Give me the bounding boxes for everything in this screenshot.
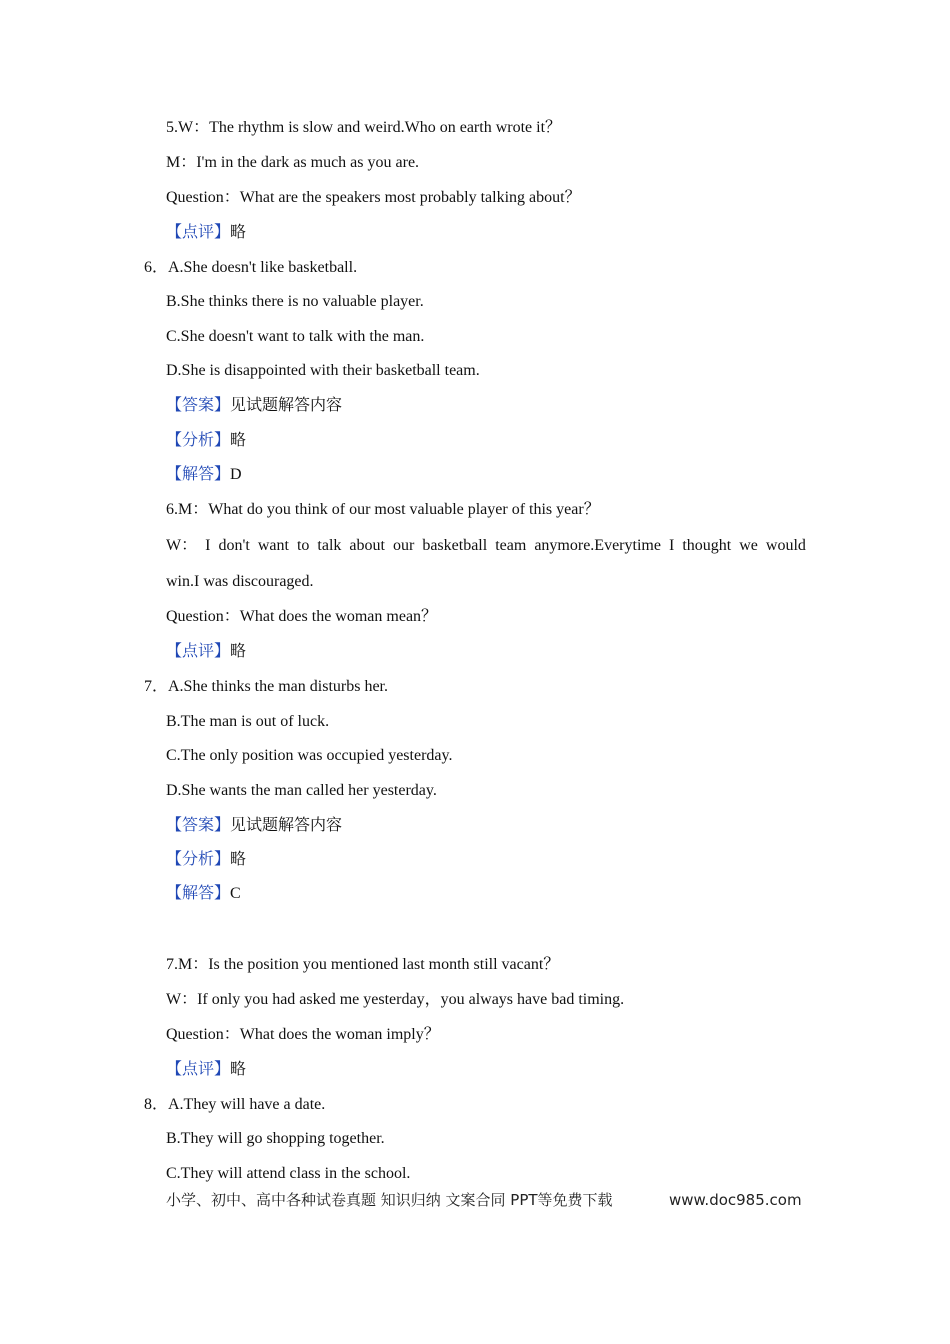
option-line: B.They will go shopping together. <box>166 1130 385 1147</box>
option-line: C.She doesn't want to talk with the man. <box>166 328 425 345</box>
solution-tag: 【解答】 <box>166 466 231 483</box>
dialogue-line: 5.W：The rhythm is slow and weird.Who on earth wrote it？ <box>166 119 562 136</box>
question-line: Question：What does the woman imply？ <box>166 1026 440 1043</box>
solution-row <box>166 465 242 485</box>
comment-value: 略 <box>230 224 247 241</box>
analysis-value: 略 <box>230 432 247 449</box>
word: our <box>392 537 415 554</box>
dialogue-line-justified <box>166 536 806 556</box>
option-line: D.She wants the man called her yesterday. <box>166 782 437 799</box>
analysis-value: 略 <box>230 851 247 868</box>
dialogue-line: 7.M：Is the position you mentioned last month still vacant？ <box>166 956 560 973</box>
solution-value: C <box>230 885 241 902</box>
question-number-line: 7．A.She thinks the man disturbs her. <box>144 678 388 695</box>
word: want <box>257 537 289 554</box>
word: W： <box>166 537 198 554</box>
dialogue-line: 6.M：What do you think of our most valuable player of this year？ <box>166 501 600 518</box>
option-line: C.They will attend class in the school. <box>166 1165 411 1182</box>
dialogue-line: W：If only you had asked me yesterday，you always have bad timing. <box>166 991 625 1008</box>
analysis-tag: 【分析】 <box>166 851 231 868</box>
word: to <box>296 537 310 554</box>
word: I <box>205 537 211 554</box>
analysis-tag: 【分析】 <box>166 432 231 449</box>
comment-row <box>166 1060 246 1080</box>
word: we <box>739 537 758 554</box>
analysis-row <box>166 850 246 870</box>
option-line: B.She thinks there is no valuable player. <box>166 293 424 310</box>
question-number-line: 6．A.She doesn't like basketball. <box>144 259 358 276</box>
word: basketball <box>422 537 488 554</box>
comment-row <box>166 223 246 243</box>
option-line: C.The only position was occupied yesterday. <box>166 747 453 764</box>
analysis-row <box>166 431 246 451</box>
word: anymore.Everytime <box>534 537 661 554</box>
question-number-line: 8．A.They will have a date. <box>144 1096 326 1113</box>
solution-row <box>166 884 241 904</box>
word: talk <box>317 537 342 554</box>
solution-value: D <box>230 466 242 483</box>
option-line: B.The man is out of luck. <box>166 713 330 730</box>
question-line: Question：What are the speakers most probably talking about？ <box>166 189 581 206</box>
word: don't <box>218 537 250 554</box>
option-line: D.She is disappointed with their basketball team. <box>166 362 480 379</box>
comment-tag: 【点评】 <box>166 224 231 241</box>
answer-row <box>166 816 342 836</box>
footer-link[interactable]: www.doc985.com <box>669 1191 802 1209</box>
answer-tag: 【答案】 <box>166 817 231 834</box>
solution-tag: 【解答】 <box>166 885 231 902</box>
question-line: Question：What does the woman mean？ <box>166 608 438 625</box>
comment-value: 略 <box>230 643 247 660</box>
word: would <box>765 537 806 554</box>
comment-tag: 【点评】 <box>166 643 231 660</box>
word: I <box>668 537 675 554</box>
answer-value: 见试题解答内容 <box>230 397 343 414</box>
comment-row <box>166 642 246 662</box>
answer-row <box>166 396 342 416</box>
dialogue-line: M：I'm in the dark as much as you are. <box>166 154 420 171</box>
answer-tag: 【答案】 <box>166 397 231 414</box>
comment-value: 略 <box>230 1061 247 1078</box>
comment-tag: 【点评】 <box>166 1061 231 1078</box>
word: team <box>495 537 527 554</box>
word: about <box>349 537 385 554</box>
footer-text: 小学、初中、高中各种试卷真题 知识归纳 文案合同 PPT等免费下载 <box>166 1191 613 1209</box>
word: thought <box>682 537 732 554</box>
dialogue-line: win.I was discouraged. <box>166 573 314 590</box>
answer-value: 见试题解答内容 <box>230 817 343 834</box>
